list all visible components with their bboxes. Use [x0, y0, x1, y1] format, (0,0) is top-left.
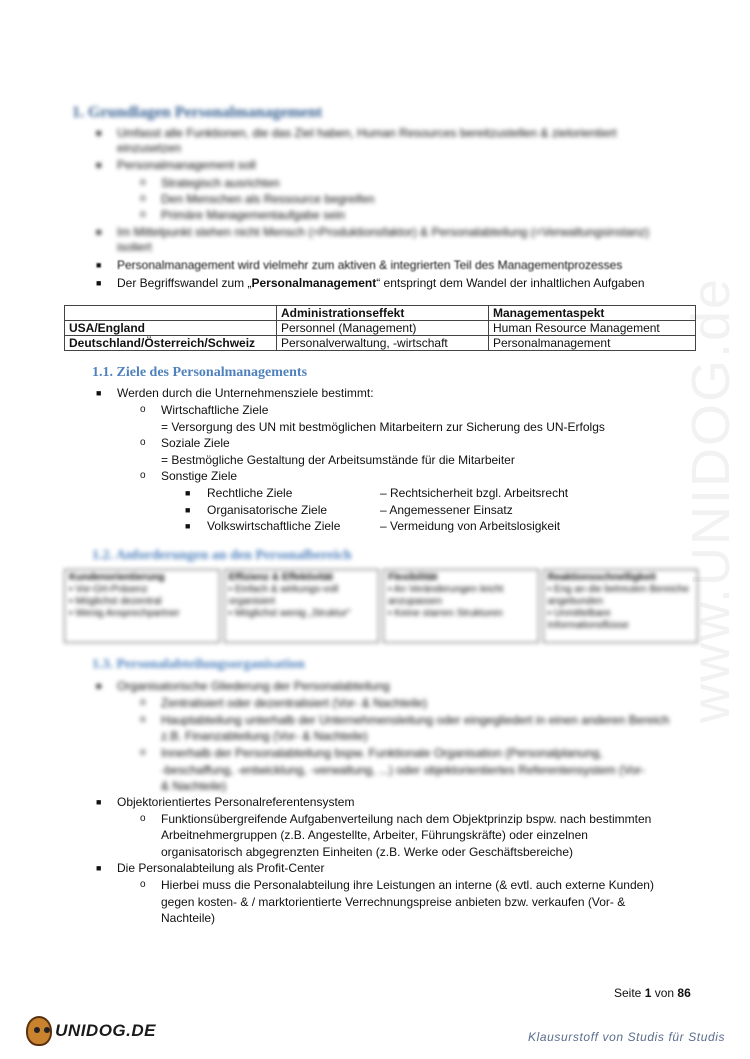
requirements-grid — [64, 569, 698, 643]
section-heading: 1.1. Ziele des Personalmanagements — [92, 365, 308, 380]
comparison-table — [64, 305, 696, 351]
table-row — [65, 336, 696, 351]
page-number: Seite 1 von 86 — [614, 986, 691, 1000]
section-heading: 1. Grundlagen Personalmanagement — [72, 104, 323, 121]
text-line: Nachteile) — [161, 911, 216, 925]
text-line: Personalmanagement soll — [117, 158, 256, 172]
text-line: = Versorgung des UN mit bestmöglichen Mitarbeitern zur Sicherung des UN-Erfolgs — [161, 420, 605, 434]
table-cell: Human Resource Management — [489, 321, 696, 336]
circle-bullet-icon: o — [140, 404, 146, 415]
bullet-icon: ■ — [96, 227, 102, 237]
text-line: Sonstige Ziele — [161, 469, 238, 483]
text-line: Hauptabteilung unterhalb der Unternehmensleitung oder eingegliedert in einen anderen Bereich — [161, 713, 670, 727]
circle-bullet-icon: o — [140, 437, 146, 448]
bullet-icon: ■ — [96, 260, 102, 270]
text-line: Soziale Ziele — [161, 436, 230, 450]
circle-bullet-icon: o — [140, 209, 146, 220]
text-line: Zentralisiert oder dezentralisiert (Vor- & Nachteile) — [161, 696, 428, 710]
table-header-cell: Administrationseffekt — [277, 306, 489, 321]
text-line: Primäre Managementaufgabe sein — [161, 208, 346, 222]
section-heading: 1.3. Personalabteilungsorganisation — [92, 657, 305, 672]
text-line: Umfasst alle Funktionen, die das Ziel haben, Human Resources bereitzustellen & zielorientiert — [117, 126, 617, 140]
bullet-icon: ■ — [96, 681, 102, 691]
text-line: Im Mittelpunkt stehen nicht Mensch (=Produktionsfaktor) & Personalabteilung (=Verwaltungsinstanz) — [117, 225, 650, 239]
table-header-cell — [65, 306, 277, 321]
text-line: Wirtschaftliche Ziele — [161, 403, 269, 417]
text-line: Hierbei muss die Personalabteilung ihre Leistungen an interne (& evtl. auch externe Kunden) — [161, 878, 654, 892]
requirements-column: Flexibilität ▪ An Veränderungen leicht anzupassen ▪ Keine starren Strukturen — [383, 569, 539, 643]
bullet-icon: ■ — [96, 388, 102, 398]
text-line: Objektorientiertes Personalreferentensystem — [117, 795, 355, 809]
bullet-icon: ■ — [96, 278, 102, 288]
text-line: Arbeitnehmergruppen (z.B. Angestellte, Arbeiter, Führungskräfte) oder einzelnen — [161, 828, 588, 842]
bullet-icon: ■ — [96, 128, 102, 138]
text-line: z.B. Finanzabteilung (Vor- & Nachteile) — [161, 729, 368, 743]
bullet-icon: ■ — [96, 863, 102, 873]
footer-slogan: Klausurstoff von Studis für Studis — [528, 1030, 726, 1044]
bullet-icon: ■ — [185, 505, 191, 515]
text-line: Innerhalb der Personalabteilung bspw. Funktionale Organisation (Personalplanung, — [161, 746, 603, 760]
circle-bullet-icon: o — [140, 697, 146, 708]
logo-text: UNIDOG.DE — [55, 1021, 156, 1040]
circle-bullet-icon: o — [140, 747, 146, 758]
text-line: Den Menschen als Ressource begreifen — [161, 192, 375, 206]
bullet-icon: ■ — [185, 488, 191, 498]
text-line: Organisatorische Gliederung der Personalabteilung — [117, 679, 390, 693]
table-cell: Personnel (Management) — [277, 321, 489, 336]
text-line: einzusetzen — [117, 141, 182, 155]
circle-bullet-icon: o — [140, 470, 146, 481]
text-line: Die Personalabteilung als Profit-Center — [117, 861, 325, 875]
text-line: Der Begriffswandel zum „Personalmanagement“ entspringt dem Wandel der inhaltlichen Aufgaben — [117, 276, 645, 290]
text-line: gegen kosten- & / marktorientierte Verrechnungspreise anbieten bzw. verkaufen (Vor- & — [161, 895, 626, 909]
unidog-logo — [26, 1014, 156, 1048]
text-line: Funktionsübergreifende Aufgabenverteilung nach dem Objektprinzip bspw. nach bestimmten — [161, 812, 652, 826]
text-line: -beschaffung, -entwicklung, -verwaltung, ...) oder objektorientiertes Referentensystem (Vor- — [161, 763, 646, 777]
bullet-icon: ■ — [96, 797, 102, 807]
table-row — [65, 321, 696, 336]
text-line: Werden durch die Unternehmensziele bestimmt: — [117, 386, 374, 400]
circle-bullet-icon: o — [140, 177, 146, 188]
table-header-cell: Managementaspekt — [489, 306, 696, 321]
table-cell: Personalverwaltung, -wirtschaft — [277, 336, 489, 351]
requirements-column: Effizienz & Effektivität ▪ Einfach & wirkungs-voll organisiert ▪ Möglichst wenig „Struktur“ — [224, 569, 380, 643]
text-line: Strategisch ausrichten — [161, 176, 280, 190]
dog-icon — [26, 1016, 52, 1046]
watermark: www.UNIDOG.de — [681, 276, 741, 724]
bullet-icon: ■ — [185, 521, 191, 531]
text-line: Personalmanagement wird vielmehr zum aktiven & integrierten Teil des Managementprozesses — [117, 258, 623, 272]
section-heading: 1.2. Anforderungen an den Personalbereich — [92, 548, 352, 563]
table-row-header: Deutschland/Österreich/Schweiz — [65, 336, 277, 351]
text-line: = Bestmögliche Gestaltung der Arbeitsumstände für die Mitarbeiter — [161, 453, 515, 467]
circle-bullet-icon: o — [140, 813, 146, 824]
table-cell: Personalmanagement — [489, 336, 696, 351]
text-line: isoliert — [117, 240, 152, 254]
circle-bullet-icon: o — [140, 879, 146, 890]
table-row-header: USA/England — [65, 321, 277, 336]
text-line: organisatorisch abgegrenzten Einheiten (z.B. Werke oder Geschäftsbereiche) — [161, 845, 574, 859]
text-line: & Nachteile) — [161, 779, 227, 793]
circle-bullet-icon: o — [140, 714, 146, 725]
requirements-column: Reaktionsschnelligkeit ▪ Eng an die betreuten Bereiche angebunden ▪ Unmittelbare Informationsflüsse — [543, 569, 699, 643]
requirements-column: Kundenorientierung ▪ Vor-Ort-Präsenz ▪ Möglichst dezentral ▪ Wenig Ansprechpartner — [64, 569, 220, 643]
circle-bullet-icon: o — [140, 193, 146, 204]
bullet-icon: ■ — [96, 160, 102, 170]
table-header-row — [65, 306, 696, 321]
